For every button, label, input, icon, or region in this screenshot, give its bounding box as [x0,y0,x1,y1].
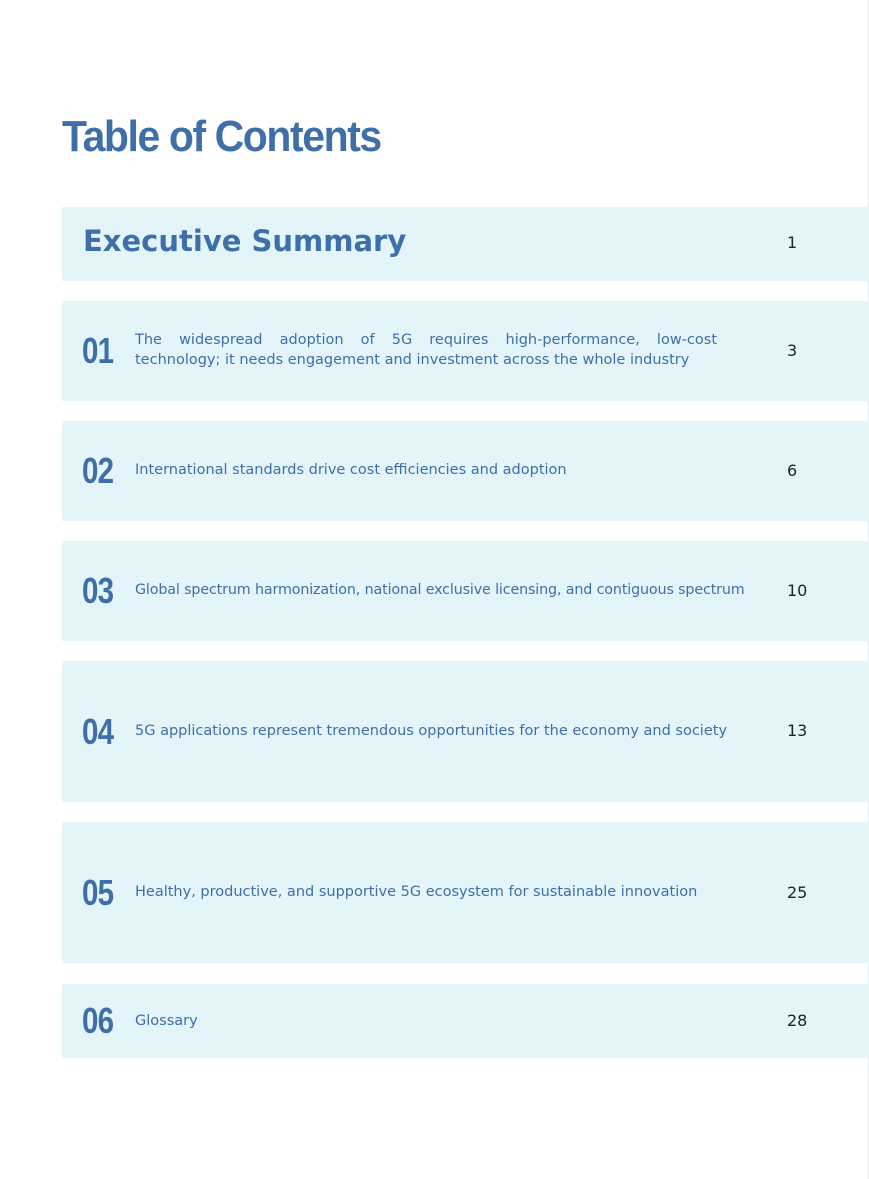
toc-entry-label: The widespread adoption of 5G requires high-performance, low-cost technology; it needs engagement and investment across the whole industry [135,332,717,368]
toc-entry-06[interactable] [62,984,869,1058]
toc-entry-label: Executive Summary [83,224,407,258]
toc-entry-label: International standards drive cost efficiencies and adoption [135,462,567,478]
toc-entry-page-number: 10 [787,581,808,600]
toc-entry-executive-summary[interactable] [62,207,869,281]
toc-entry-label: 5G applications represent tremendous opportunities for the economy and society [135,723,728,739]
toc-entry-number: 01 [82,330,114,371]
toc-entry-number: 04 [82,711,114,752]
toc-entry-number: 03 [82,570,114,611]
toc-entry-page-number: 13 [787,721,808,740]
toc-entry-04[interactable] [62,661,869,802]
toc-entry-page-number: 25 [787,883,808,902]
toc-entry-number: 05 [82,872,114,913]
toc-entry-03[interactable] [62,541,869,641]
toc-entry-page-number: 28 [787,1011,808,1030]
toc-entry-number: 06 [82,1000,114,1041]
toc-entry-05[interactable] [62,822,869,963]
toc-entry-02[interactable] [62,421,869,521]
toc-entry-label: Global spectrum harmonization, national exclusive licensing, and contiguous spectrum [135,582,745,598]
page-title: Table of Contents [62,112,381,161]
toc-entry-label: Healthy, productive, and supportive 5G ecosystem for sustainable innovation [135,884,698,900]
toc-entry-page-number: 6 [787,461,798,480]
toc-entry-01[interactable] [62,301,869,401]
toc-entry-label: Glossary [135,1013,198,1029]
toc-entry-page-number: 1 [787,233,798,252]
toc-entry-number: 02 [82,450,114,491]
toc-entry-page-number: 3 [787,341,798,360]
